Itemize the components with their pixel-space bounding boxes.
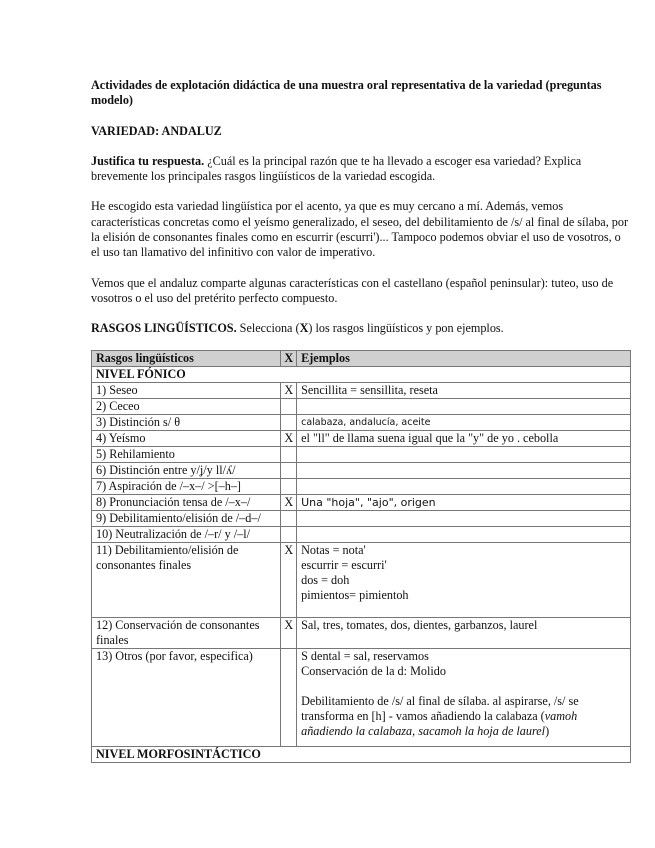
example-line: S dental = sal, reservamos — [301, 648, 429, 663]
header-examples: Ejemplos — [297, 350, 631, 366]
example-cell: Una "hoja", "ajo", origen — [297, 494, 631, 510]
table-row-13 — [92, 648, 631, 746]
table-row — [92, 494, 631, 510]
example-cell — [297, 526, 631, 542]
feature-cell: 6) Distinción entre y/ʝ/y ll/ʎ/ — [92, 462, 281, 478]
feature-cell: 1) Seseo — [92, 382, 281, 398]
justify-question-text: ¿Cuál es la principal razón que te ha llevado a escoger esa variedad? Explica brevemente los principales rasgos lingüísticos de la variedad escogida. — [91, 153, 582, 184]
table-row — [92, 382, 631, 398]
example-cell — [297, 648, 631, 746]
mark-cell — [281, 648, 297, 746]
mark-cell — [281, 446, 297, 462]
example-cell — [297, 478, 631, 494]
example-line: Notas = nota' — [301, 542, 366, 557]
example-cell: calabaza, andalucía, aceite — [297, 414, 631, 430]
justify-label: Justifica tu respuesta. — [91, 153, 205, 168]
rasgos-instruction — [91, 321, 631, 336]
feature-cell: 5) Rehilamiento — [92, 446, 281, 462]
feature-cell: 7) Aspiración de /–x–/ >[–h–] — [92, 478, 281, 494]
example-cell: el "ll" de llama suena igual que la "y" de yo . cebolla — [297, 430, 631, 446]
example-cell — [297, 542, 631, 617]
table-row-11 — [92, 542, 631, 617]
example-cell: Sal, tres, tomates, dos, dientes, garbanzos, laurel — [297, 617, 631, 648]
table-header-row — [92, 350, 631, 366]
table-row-12 — [92, 617, 631, 648]
table-row — [92, 430, 631, 446]
feature-cell: 9) Debilitamiento/elisión de /–d–/ — [92, 510, 281, 526]
feature-cell: 4) Yeísmo — [92, 430, 281, 446]
table-row — [92, 510, 631, 526]
mark-cell — [281, 398, 297, 414]
header-mark: X — [281, 350, 297, 366]
mark-cell: X — [281, 617, 297, 648]
feature-cell: 10) Neutralización de /–r/ y /–l/ — [92, 526, 281, 542]
example-cell: Sencillita = sensillita, reseta — [297, 382, 631, 398]
mark-cell — [281, 510, 297, 526]
table-row — [92, 478, 631, 494]
table-row — [92, 398, 631, 414]
feature-cell: 8) Pronunciación tensa de /–x–/ — [92, 494, 281, 510]
mark-cell: X — [281, 382, 297, 398]
example-line — [301, 694, 626, 739]
table-row — [92, 446, 631, 462]
mark-cell — [281, 526, 297, 542]
section-title: NIVEL FÓNICO — [92, 366, 631, 382]
mark-cell: X — [281, 430, 297, 446]
example-end: ) — [545, 723, 550, 738]
example-line: dos = doh — [301, 572, 350, 587]
rasgos-label: RASGOS LINGÜÍSTICOS. — [91, 321, 237, 336]
section-row-fonico — [92, 366, 631, 382]
mark-cell — [281, 478, 297, 494]
example-cell — [297, 462, 631, 478]
example-line: Conservación de la d: Molido — [301, 663, 446, 678]
example-italic: vamoh añadiendo la calabaza, sacamoh la hoja de laurel — [301, 708, 578, 738]
justify-question — [91, 154, 631, 185]
rasgos-instr-x: X — [299, 321, 309, 336]
features-table — [91, 350, 631, 763]
section-row-morfosintactico — [92, 746, 631, 762]
feature-cell: 13) Otros (por favor, especifica) — [92, 648, 281, 746]
table-row — [92, 414, 631, 430]
document-title: Actividades de explotación didáctica de una muestra oral representativa de la variedad (preguntas modelo) — [91, 78, 602, 108]
table-row — [92, 526, 631, 542]
rasgos-instr-a: Selecciona ( — [236, 321, 300, 336]
mark-cell — [281, 414, 297, 430]
example-text: Debilitamiento de /s/ al final de sílaba. al aspirarse, /s/ se transforma en [h] - vamos añadiendo la calabaza ( — [301, 693, 579, 723]
example-cell — [297, 446, 631, 462]
mark-cell — [281, 462, 297, 478]
mark-cell: X — [281, 494, 297, 510]
feature-cell: 12) Conservación de consonantes finales — [92, 617, 281, 648]
answer-paragraph-2: Vemos que el andaluz comparte algunas características con el castellano (español peninsular): tuteo, uso de vosotros o el uso del pretérito perfecto compuesto. — [91, 275, 614, 305]
example-line: escurrir = escurri' — [301, 557, 387, 572]
variety-heading: VARIEDAD: ANDALUZ — [91, 123, 222, 138]
example-cell — [297, 510, 631, 526]
rasgos-instr-b: ) los rasgos lingüísticos y pon ejemplos. — [308, 321, 504, 336]
mark-cell: X — [281, 542, 297, 617]
example-cell — [297, 398, 631, 414]
header-feature: Rasgos lingüísticos — [92, 350, 281, 366]
answer-paragraph-1: He escogido esta variedad lingüística por el acento, ya que es muy cercano a mí. Además, vemos características concretas como el yeísmo generalizado, el seseo, del debilitamiento de /s/ al final de sílaba, por la elisión de consonantes finales como en escurrir (escurri')... Tampoco podemos obviar el uso de vosotros, o el uso tan llamativo del infinitivo con valor de imperativo. — [91, 199, 629, 260]
table-row — [92, 462, 631, 478]
feature-cell: 11) Debilitamiento/elisión de consonantes finales — [92, 542, 281, 617]
document-page — [91, 78, 631, 763]
section-title: NIVEL MORFOSINTÁCTICO — [92, 746, 631, 762]
feature-cell: 2) Ceceo — [92, 398, 281, 414]
example-line: pimientos= pimientoh — [301, 587, 409, 602]
feature-cell: 3) Distinción s/ θ — [92, 414, 281, 430]
